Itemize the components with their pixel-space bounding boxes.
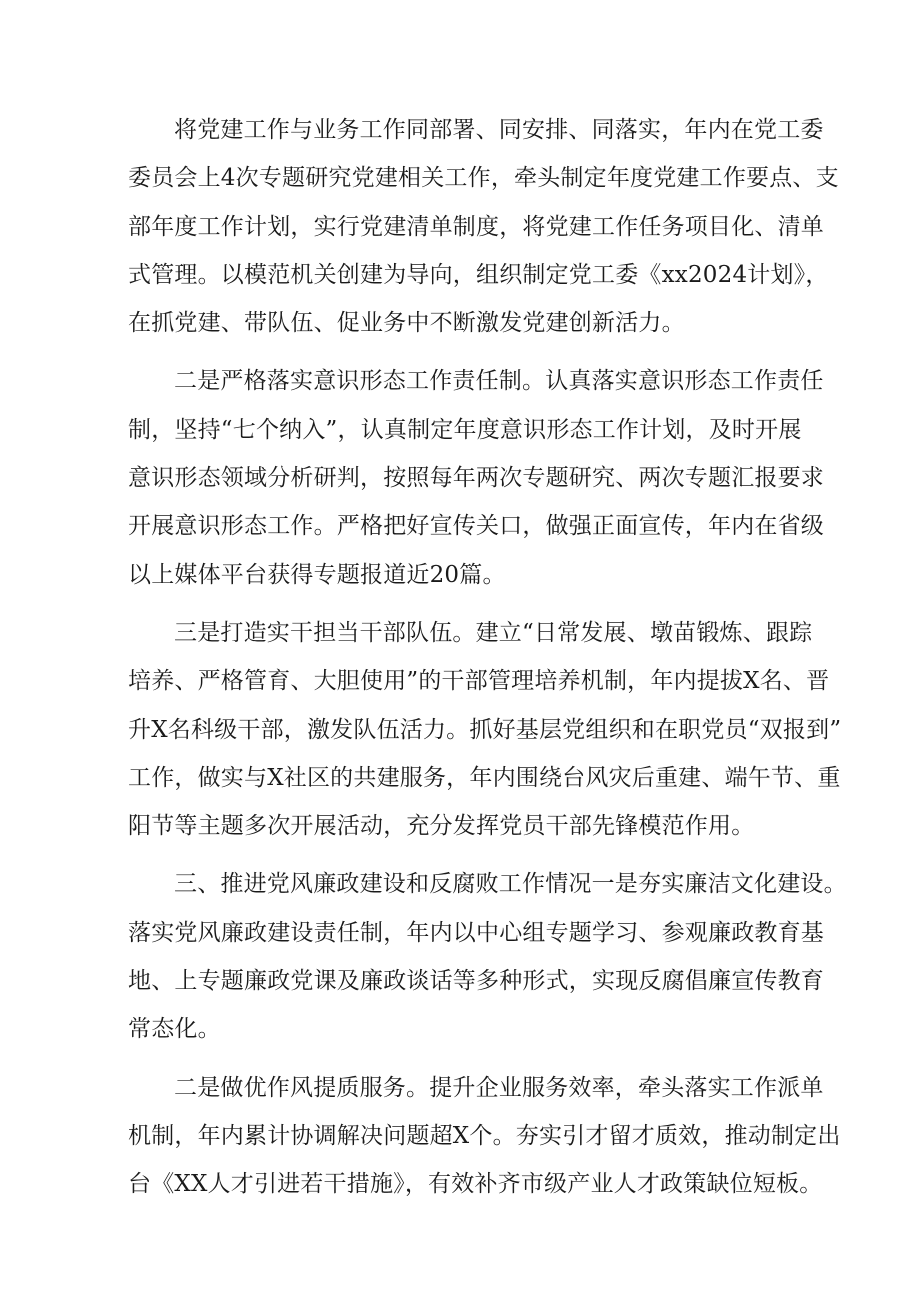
document-body: [128, 106, 847, 1209]
paragraph-line: 部年度工作计划，实行党建清单制度，将党建工作任务项目化、清单: [128, 213, 824, 240]
paragraph-line: 开展意识形态工作。严格把好宣传关口，做强正面宣传，年内在省级: [128, 513, 824, 540]
paragraph-line: 机制，年内累计协调解决问题超X个。夯实引才留才质效，推动制定出: [128, 1122, 841, 1149]
paragraph-line: 落实党风廉政建设责任制，年内以中心组专题学习、参观廉政教育基: [128, 919, 824, 946]
paragraph-line: 常态化。: [128, 1016, 221, 1043]
paragraph-line: 培养、严格管育、大胆使用”的干部管理培养机制，年内提拔X名、晋: [128, 668, 830, 695]
paragraph-line: 台《XX人才引进若干措施》，有效补齐市级产业人才政策缺位短板。: [128, 1171, 823, 1198]
paragraph-line: 意识形态领域分析研判，按照每年两次专题研究、两次专题汇报要求: [128, 465, 824, 492]
paragraph-line: 三是打造实干担当干部队伍。建立“日常发展、墩苗锻炼、跟踪: [174, 619, 813, 646]
paragraph-line: 将党建工作与业务工作同部署、同安排、同落实，年内在党工委: [174, 117, 824, 143]
paragraph-integrity: [128, 860, 847, 1053]
paragraph-line: 委员会上4次专题研究党建相关工作，牵头制定年度党建工作要点、支: [128, 165, 839, 192]
paragraph-line: 制，坚持“七个纳入”，认真制定年度意识形态工作计划，及时开展: [128, 416, 802, 443]
paragraph-line: 工作，做实与X社区的共建服务，年内围绕台风灾后重建、端午节、重: [128, 764, 841, 791]
paragraph-party-building: [128, 106, 839, 347]
paragraph-line: 阳节等主题多次开展活动，充分发挥党员干部先锋模范作用。: [128, 813, 755, 840]
paragraph-line: 地、上专题廉政党课及廉政谈话等多种形式，实现反腐倡廉宣传教育: [128, 968, 824, 995]
paragraph-line: 升X名科级干部，激发队伍活力。抓好基层党组织和在职党员“双报到”: [128, 716, 842, 743]
paragraph-line: 三、推进党风廉政建设和反腐败工作情况一是夯实廉洁文化建设。: [174, 871, 847, 898]
paragraph-line: 二是做优作风提质服务。提升企业服务效率，牵头落实工作派单: [174, 1074, 824, 1101]
paragraph-line: 在抓党建、带队伍、促业务中不断激发党建创新活力。: [128, 310, 685, 337]
paragraph-line: 二是严格落实意识形态工作责任制。认真落实意识形态工作责任: [174, 368, 824, 395]
paragraph-ideology: [128, 357, 824, 598]
paragraph-line: 以上媒体平台获得专题报道近20篇。: [128, 561, 506, 588]
paragraph-service: [128, 1064, 841, 1209]
paragraph-cadre-team: [128, 609, 842, 850]
paragraph-line: 式管理。以模范机关创建为导向，组织制定党工委《xx2024计划》，: [128, 261, 829, 288]
